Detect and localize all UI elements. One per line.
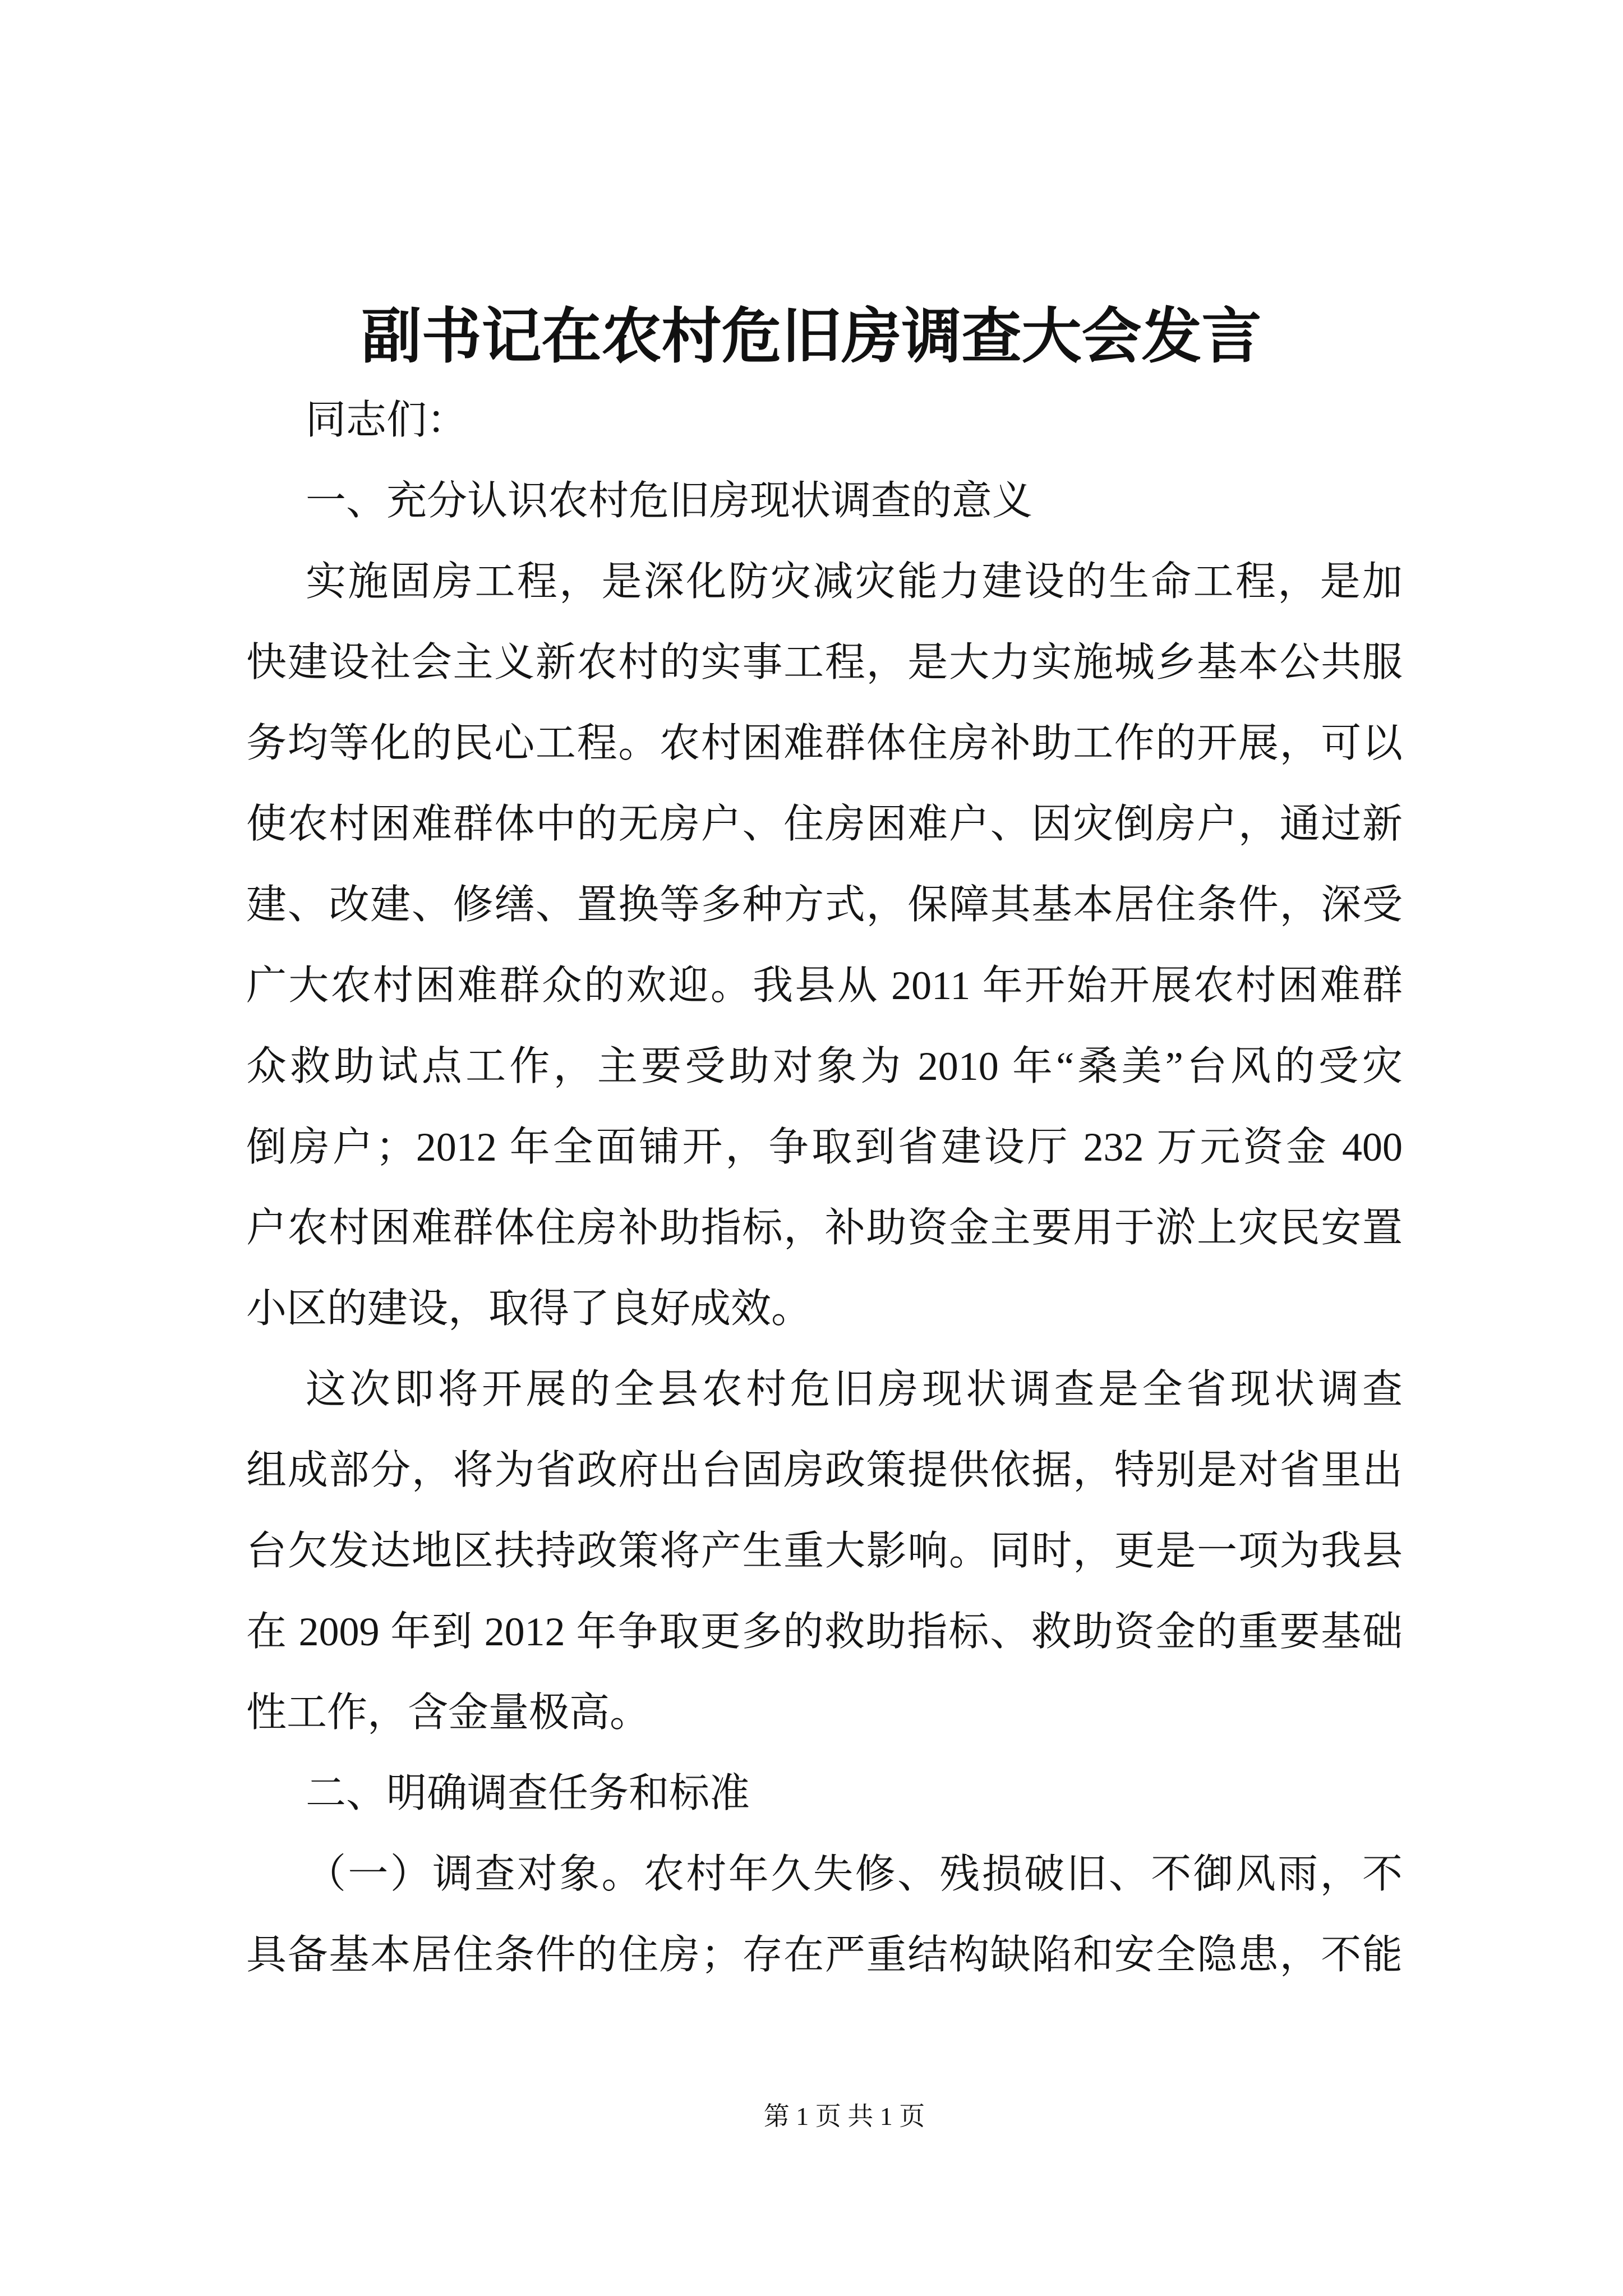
paragraph-line: 快建设社会主义新农村的实事工程，是大力实施城乡基本公共服 [246,640,1403,685]
greeting-paragraph [246,380,1403,461]
paragraph-line: 实施固房工程，是深化防灾减灾能力建设的生命工程，是加 [306,559,1403,604]
paragraph-line: 倒房户；2012 年全面铺开，争取到省建设厅 232 万元资金 400 [246,1125,1403,1170]
section-heading-1 [246,461,1403,541]
paragraph-line: 务均等化的民心工程。农村困难群体住房补助工作的开展，可以 [246,721,1403,766]
paragraph-line: 户农村困难群体住房补助指标，补助资金主要用于淤上灾民安置 [246,1205,1403,1250]
paragraph-line: （一）调查对象。农村年久失修、残损破旧、不御风雨，不 [306,1852,1403,1897]
section-heading-line: 二、明确调查任务和标准 [306,1771,750,1816]
paragraph-line: 使农村困难群体中的无房户、住房困难户、因灾倒房户，通过新 [246,802,1403,846]
paragraph-line: 众救助试点工作，主要受助对象为 2010 年“桑美”台风的受灾 [246,1044,1403,1089]
paragraph-line: 建、改建、修缮、置换等多种方式，保障其基本居住条件，深受 [246,882,1403,927]
paragraph-survey-targets [246,1834,1403,1995]
paragraph-line: 性工作，含金量极高。 [246,1690,651,1735]
document-title: 副书记在农村危旧房调查大会发言 [361,301,1262,371]
paragraph-line: 同志们： [306,398,468,443]
paragraph-line: 小区的建设，取得了良好成效。 [246,1286,812,1331]
page-number-footer: 第 1 页 共 1 页 [763,2102,925,2131]
paragraph-line: 具备基本居住条件的住房；存在严重结构缺陷和安全隐患，不能 [246,1932,1403,1977]
paragraph-line: 在 2009 年到 2012 年争取更多的救助指标、救助资金的重要基础 [246,1609,1403,1654]
section-heading-line: 一、充分认识农村危旧房现状调查的意义 [306,478,1033,523]
paragraph-line: 组成部分，将为省政府出台固房政策提供依据，特别是对省里出 [246,1448,1403,1493]
section-heading-2 [246,1753,1403,1834]
paragraph-significance [246,541,1403,1349]
paragraph-line: 这次即将开展的全县农村危旧房现状调查是全省现状调查 [306,1367,1403,1412]
document-body [246,380,1403,1995]
paragraph-line: 台欠发达地区扶持政策将产生重大影响。同时，更是一项为我县 [246,1529,1403,1573]
paragraph-line: 广大农村困难群众的欢迎。我县从 2011 年开始开展农村困难群 [246,963,1403,1008]
paragraph-survey-role [246,1349,1403,1753]
